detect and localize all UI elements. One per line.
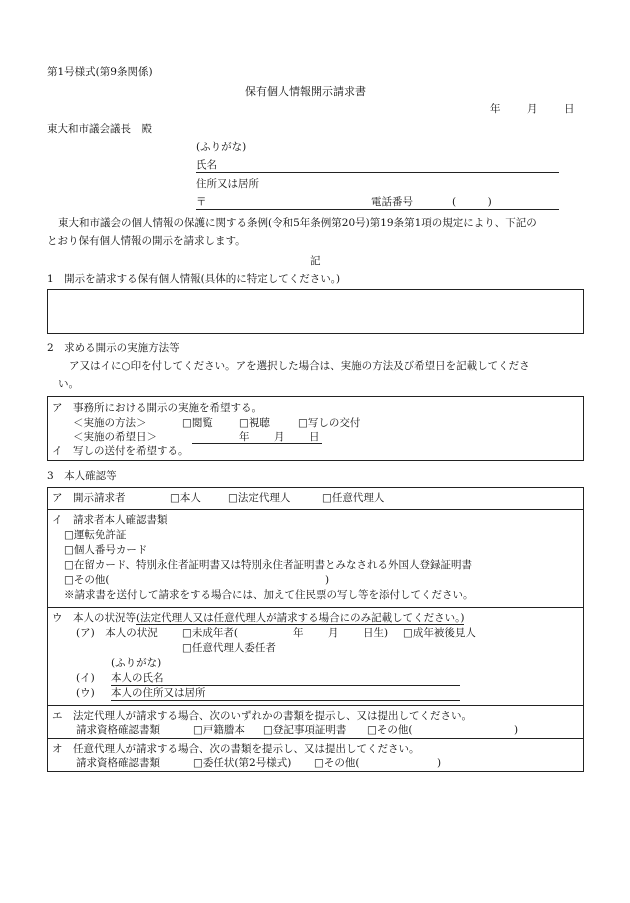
requester-type-label: ア 開示請求者 — [52, 492, 126, 504]
requester-address-line — [196, 209, 559, 210]
voluntary-other-close: ) — [437, 757, 442, 769]
voluntary-agent-docs-title: オ 任意代理人が請求する場合、次の書類を提示し、又は提出してください。 — [52, 743, 420, 755]
principal-name-line[interactable] — [111, 685, 460, 686]
requester-furigana: (ふりがな) — [196, 141, 247, 153]
voluntary-other-checkbox[interactable]: □その他( — [314, 757, 360, 769]
requester-name-label: 氏名 — [196, 159, 217, 171]
id-mynumber-card-checkbox[interactable]: □個人番号カード — [64, 544, 148, 556]
id-docs-title: イ 請求者本人確認書類 — [52, 514, 168, 526]
preferred-date-month: 月 — [274, 431, 285, 443]
principal-minor-birth: 日生) — [363, 627, 389, 639]
requester-address-label: 住所又は居所 — [196, 178, 259, 190]
principal-minor-month: 月 — [328, 627, 339, 639]
ki-heading: 記 — [310, 255, 321, 267]
section-2-heading: 2 求める開示の実施方法等 — [47, 342, 180, 354]
intro-line-2: とおり保有個人情報の開示を請求します。 — [47, 235, 246, 247]
legal-other-checkbox[interactable]: □その他( — [367, 724, 413, 736]
voluntary-proxy-checkbox[interactable]: □委任状(第2号様式) — [193, 757, 292, 769]
date-day: 日 — [564, 103, 575, 115]
method-listen-checkbox[interactable]: □視聴 — [239, 417, 270, 429]
principal-adult-ward-checkbox[interactable]: □成年被後見人 — [403, 627, 476, 639]
legal-other-close: ) — [514, 724, 519, 736]
phone-label: 電話番号 — [371, 196, 413, 208]
section-3-divider-4 — [47, 738, 584, 739]
id-note: ※請求書を送付して請求をする場合には、加えて住民票の写し等を添付してください。 — [64, 589, 474, 601]
section-1-box[interactable] — [47, 289, 584, 334]
option-i-line[interactable]: イ 写しの送付を希望する。 — [52, 445, 189, 457]
requester-legal-agent-checkbox[interactable]: □法定代理人 — [228, 492, 291, 504]
id-residence-card-checkbox[interactable]: □在留カード、特別永住者証明書又は特別永住者証明書とみなされる外国人登録証明書 — [64, 559, 472, 571]
id-other-checkbox[interactable]: □その他( — [64, 574, 110, 586]
form-number: 第1号様式(第9条関係) — [47, 66, 153, 78]
method-copy-checkbox[interactable]: □写しの交付 — [298, 417, 361, 429]
principal-minor-year: 年 — [293, 627, 304, 639]
intro-line-1: 東大和市議会の個人情報の保護に関する条例(令和5年条例第20号)第19条第1項の規定により、下記の — [58, 217, 537, 229]
postal-mark: 〒 — [196, 196, 207, 208]
legal-registry-checkbox[interactable]: □登記事項証明書 — [263, 724, 347, 736]
voluntary-agent-docs-label: 請求資格確認書類 — [76, 757, 160, 769]
preferred-date-field[interactable] — [192, 432, 322, 444]
id-drivers-license-checkbox[interactable]: □運転免許証 — [64, 529, 127, 541]
principal-address-line[interactable] — [111, 700, 460, 701]
principal-name-label: (イ) — [76, 672, 95, 684]
section-1-heading: 1 開示を請求する保有個人情報(具体的に特定してください。) — [47, 273, 341, 285]
principal-name-text: 本人の氏名 — [111, 672, 164, 684]
requester-name-line — [196, 172, 559, 173]
date-year: 年 — [490, 103, 501, 115]
section-3-divider-2 — [47, 607, 584, 608]
preferred-date-year: 年 — [239, 431, 250, 443]
method-view-checkbox[interactable]: □閲覧 — [182, 417, 213, 429]
date-month: 月 — [527, 103, 538, 115]
principal-status-prefix: ウ 本人の状況等 — [52, 612, 136, 624]
legal-agent-docs-title: エ 法定代理人が請求する場合、次のいずれかの書類を提示し、又は提出してください。 — [52, 710, 472, 722]
legal-agent-docs-label: 請求資格確認書類 — [76, 724, 160, 736]
section-3-divider-1 — [47, 509, 584, 510]
principal-minor-checkbox[interactable]: □未成年者( — [182, 627, 239, 639]
requester-voluntary-agent-checkbox[interactable]: □任意代理人 — [322, 492, 385, 504]
section-2-note-1: ア又はイに○印を付してください。アを選択した場合は、実施の方法及び希望日を記載してくださ — [69, 360, 530, 372]
section-3-heading: 3 本人確認等 — [47, 470, 117, 482]
requester-self-checkbox[interactable]: □本人 — [170, 492, 201, 504]
principal-delegator-checkbox[interactable]: □任意代理人委任者 — [182, 642, 276, 654]
method-label: ＜実施の方法＞ — [73, 417, 147, 429]
principal-status-title — [52, 613, 464, 624]
principal-address-text: 本人の住所又は居所 — [111, 687, 206, 699]
section-3-divider-3 — [47, 705, 584, 706]
legal-koseki-checkbox[interactable]: □戸籍謄本 — [193, 724, 245, 736]
principal-address-label: (ウ) — [76, 687, 95, 699]
section-2-note-2: い。 — [58, 378, 79, 390]
principal-status-label: (ア) 本人の状況 — [76, 627, 158, 639]
preferred-date-day: 日 — [309, 431, 320, 443]
option-a-line[interactable]: ア 事務所における開示の実施を希望する。 — [52, 402, 262, 414]
principal-furigana: (ふりがな) — [111, 657, 162, 669]
principal-status-note: (法定代理人又は任意代理人が請求する場合にのみ記載してください。) — [136, 612, 465, 624]
id-other-close: ) — [325, 574, 330, 586]
phone-parens: ( ) — [452, 196, 492, 208]
addressee: 東大和市議会議長 殿 — [47, 123, 152, 135]
date-label: ＜実施の希望日＞ — [73, 431, 157, 443]
document-title: 保有個人情報開示請求書 — [245, 85, 366, 98]
